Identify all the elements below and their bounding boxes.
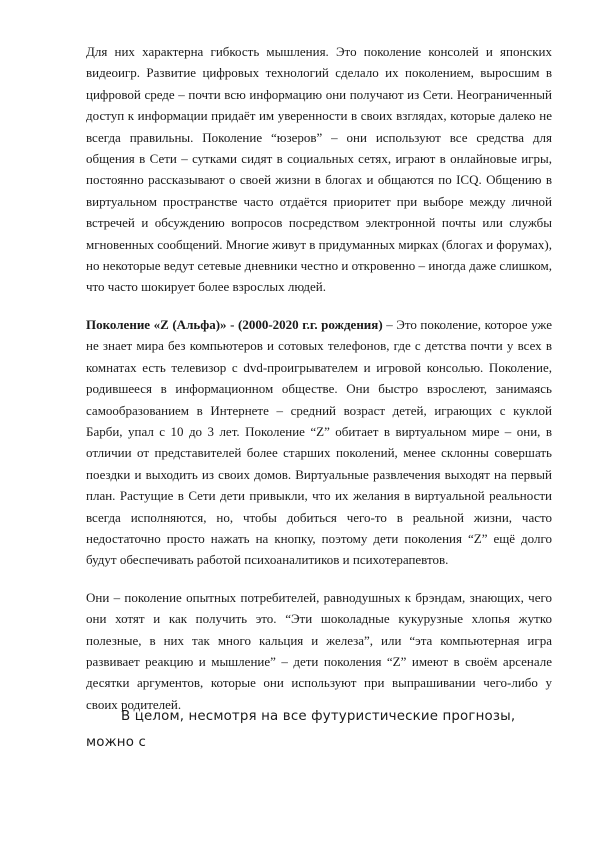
paragraph-consumers: Они – поколение опытных потребителей, равнодушных к брэндам, знающих, чего они хотят и как получить это. “Эти шоколадные кукурузные хлопья жутко полезные, в них так много кальция и железа”, или “эта компьютерная игра развивает реакцию и мышление” – дети поколения “Z” имеют в своём арсенале десятки аргументов, которые они используют при выпрашивании чего-либо у своих родителей. [86, 589, 552, 712]
paragraph-generation-z [86, 314, 552, 571]
paragraph-text: – Это поколение, которое уже не знает мира без компьютеров и сотовых телефонов, где с детства почти у всех в комнатах есть телевизор с dvd-проигрывателем и игровой консолью. Поколение, родившееся в информационном обществе. Они быстро взрослеют, занимаясь самообразованием в Интернете – средний возраст детей, играющих с куклой Барби, упал с 10 до 3 лет. Поколение “Z” обитает в виртуальном мире – они, в отличии от представителей более старших поколений, менее склонны совершать поездки и выходить из своих домов. Виртуальные развлечения выходят на первый план. Растущие в Сети дети привыкли, что их желания в виртуальной реальности всегда исполняются, но, чтобы добиться чего-то в реальной жизни, часто недостаточно просто нажать на кнопку, поэтому дети поколения “Z” ещё долго будут обеспечивать работой психоаналитиков и психотерапевтов. [86, 316, 552, 568]
document-body [86, 41, 552, 715]
paragraph-heading: Поколение «Z (Альфа)» - (2000-2020 г.г. рождения) [86, 316, 383, 332]
paragraph-generation-y: Для них характерна гибкость мышления. Это поколение консолей и японских видеоигр. Развитие цифровых технологий сделало их поколением, выросшим в цифровой среде – почти всю информацию они получают из Сети. Неограниченный доступ к информации придаёт им уверенности в своих взглядах, которые далеко не всегда правильны. Поколение “юзеров” – они используют все средства для общения в Сети – сутками сидят в социальных сетях, играют в онлайновые игры, постоянно рассказывают о своей жизни в блогах и общаются по ICQ. Общению в виртуальном пространстве часто отдаётся приоритет при выборе между личной встречей и обсуждению вопросов посредством электронной почты или службы мгновенных сообщений. Многие живут в придуманных мирках (блогах и форумах), но некоторые ведут сетевые дневники честно и откровенно – иногда даже слишком, что часто шокирует более взрослых людей. [86, 44, 552, 295]
paragraph-conclusion: В целом, несмотря на все футуристические прогнозы, можно с [86, 709, 516, 750]
